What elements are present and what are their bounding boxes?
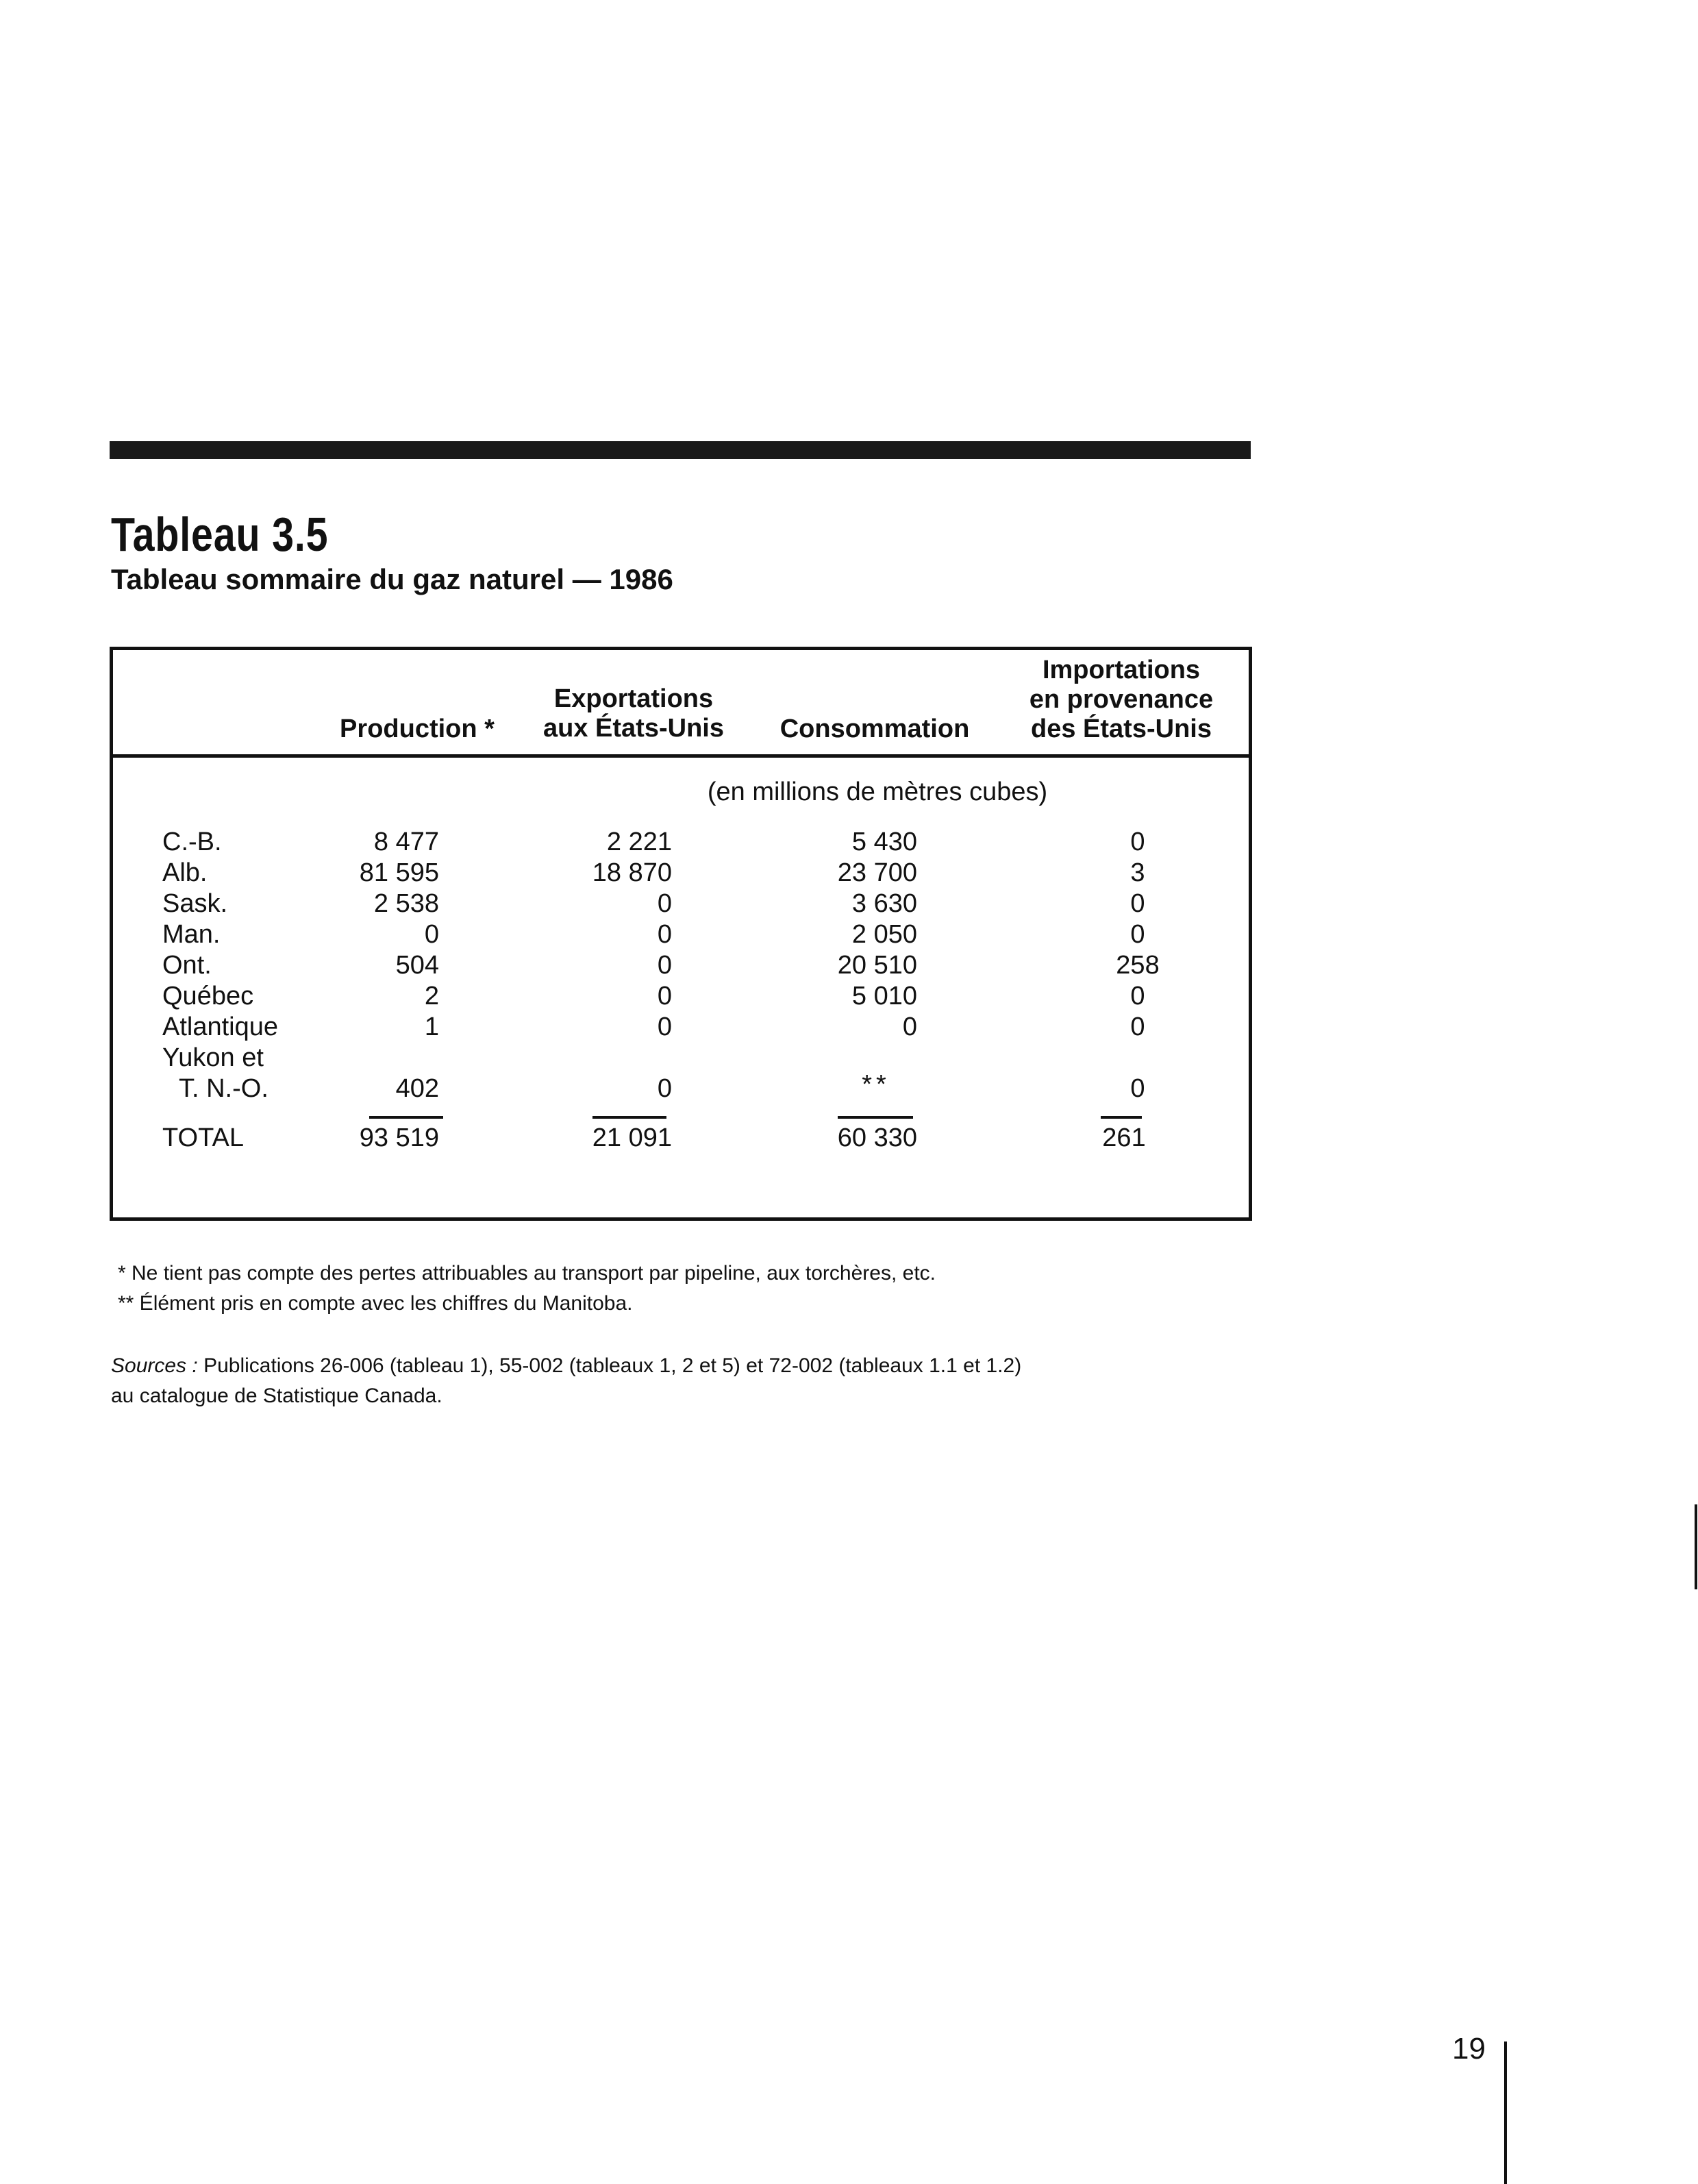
- cell-consommation: **: [862, 1070, 890, 1099]
- cell-production: 2 538: [373, 889, 439, 918]
- cell-importations: 258: [1116, 951, 1160, 980]
- edge-mark: [1695, 1504, 1697, 1589]
- region-label: T. N.-O.: [179, 1074, 269, 1103]
- sources-line-2: au catalogue de Statistique Canada.: [111, 1385, 442, 1407]
- column-header-production: Production *: [340, 715, 495, 743]
- region-label: C.-B.: [162, 828, 222, 856]
- cell-exportations: 0: [657, 1013, 672, 1041]
- sum-line-consommation: [838, 1116, 913, 1119]
- sum-line-exportations: [592, 1116, 666, 1119]
- sources-label: Sources :: [111, 1354, 198, 1377]
- cell-importations: 0: [1130, 1074, 1145, 1103]
- cell-importations: 0: [1130, 920, 1145, 949]
- cell-production: 2: [424, 982, 439, 1010]
- cell-production: 0: [424, 920, 439, 949]
- sum-line-production: [369, 1116, 443, 1119]
- top-rule: [110, 441, 1251, 459]
- column-header-exportations: Exportations aux États-Unis: [543, 684, 724, 743]
- cell-consommation: 23 700: [837, 858, 917, 887]
- cell-exportations: 0: [657, 982, 672, 1010]
- cell-production: 1: [424, 1013, 439, 1041]
- cell-consommation: 5 430: [851, 828, 917, 856]
- sum-line-importations: [1101, 1116, 1142, 1119]
- total-exportations: 21 091: [592, 1124, 672, 1152]
- cell-consommation: 2 050: [851, 920, 917, 949]
- cell-exportations: 0: [657, 920, 672, 949]
- sources-line-1: Publications 26-006 (tableau 1), 55-002 (tableaux 1, 2 et 5) et 72-002 (tableaux 1.1 et 1.2): [203, 1354, 1022, 1377]
- page-number: 19: [1452, 2032, 1486, 2065]
- cell-exportations: 0: [657, 951, 672, 980]
- footnote-manitoba: ** Élément pris en compte avec les chiffres du Manitoba.: [118, 1292, 633, 1315]
- header-rule: [113, 754, 1249, 758]
- table-title: Tableau sommaire du gaz naturel — 1986: [111, 563, 673, 595]
- sources-note: [111, 1351, 1021, 1411]
- total-importations: 261: [1102, 1124, 1146, 1152]
- cell-consommation: 0: [902, 1013, 917, 1041]
- cell-consommation: 3 630: [851, 889, 917, 918]
- cell-importations: 0: [1130, 889, 1145, 918]
- total-production: 93 519: [359, 1124, 439, 1152]
- region-label: Atlantique: [162, 1013, 279, 1041]
- cell-exportations: 18 870: [592, 858, 672, 887]
- column-header-importations: Importations en provenance des États-Unis: [1029, 656, 1214, 743]
- cell-importations: 0: [1130, 982, 1145, 1010]
- page-bar: [1504, 2042, 1507, 2184]
- cell-exportations: 0: [657, 1074, 672, 1103]
- total-label: TOTAL: [162, 1124, 244, 1152]
- region-label: Yukon et: [162, 1043, 264, 1072]
- unit-label: (en millions de mètres cubes): [707, 778, 1048, 806]
- cell-consommation: 5 010: [851, 982, 917, 1010]
- region-label: Man.: [162, 920, 221, 949]
- footnote-production: * Ne tient pas compte des pertes attribuables au transport par pipeline, aux torchères, etc.: [118, 1262, 936, 1285]
- cell-exportations: 0: [657, 889, 672, 918]
- cell-importations: 3: [1130, 858, 1145, 887]
- cell-importations: 0: [1130, 1013, 1145, 1041]
- column-header-consommation: Consommation: [779, 715, 970, 743]
- cell-production: 402: [395, 1074, 439, 1103]
- region-label: Québec: [162, 982, 254, 1010]
- cell-production: 8 477: [373, 828, 439, 856]
- region-label: Alb.: [162, 858, 208, 887]
- cell-production: 81 595: [359, 858, 439, 887]
- cell-importations: 0: [1130, 828, 1145, 856]
- table-number: Tableau 3.5: [111, 508, 329, 561]
- summary-table: [110, 647, 1252, 1221]
- cell-exportations: 2 221: [606, 828, 672, 856]
- region-label: Sask.: [162, 889, 228, 918]
- cell-consommation: 20 510: [837, 951, 917, 980]
- cell-production: 504: [395, 951, 439, 980]
- total-consommation: 60 330: [837, 1124, 917, 1152]
- region-label: Ont.: [162, 951, 212, 980]
